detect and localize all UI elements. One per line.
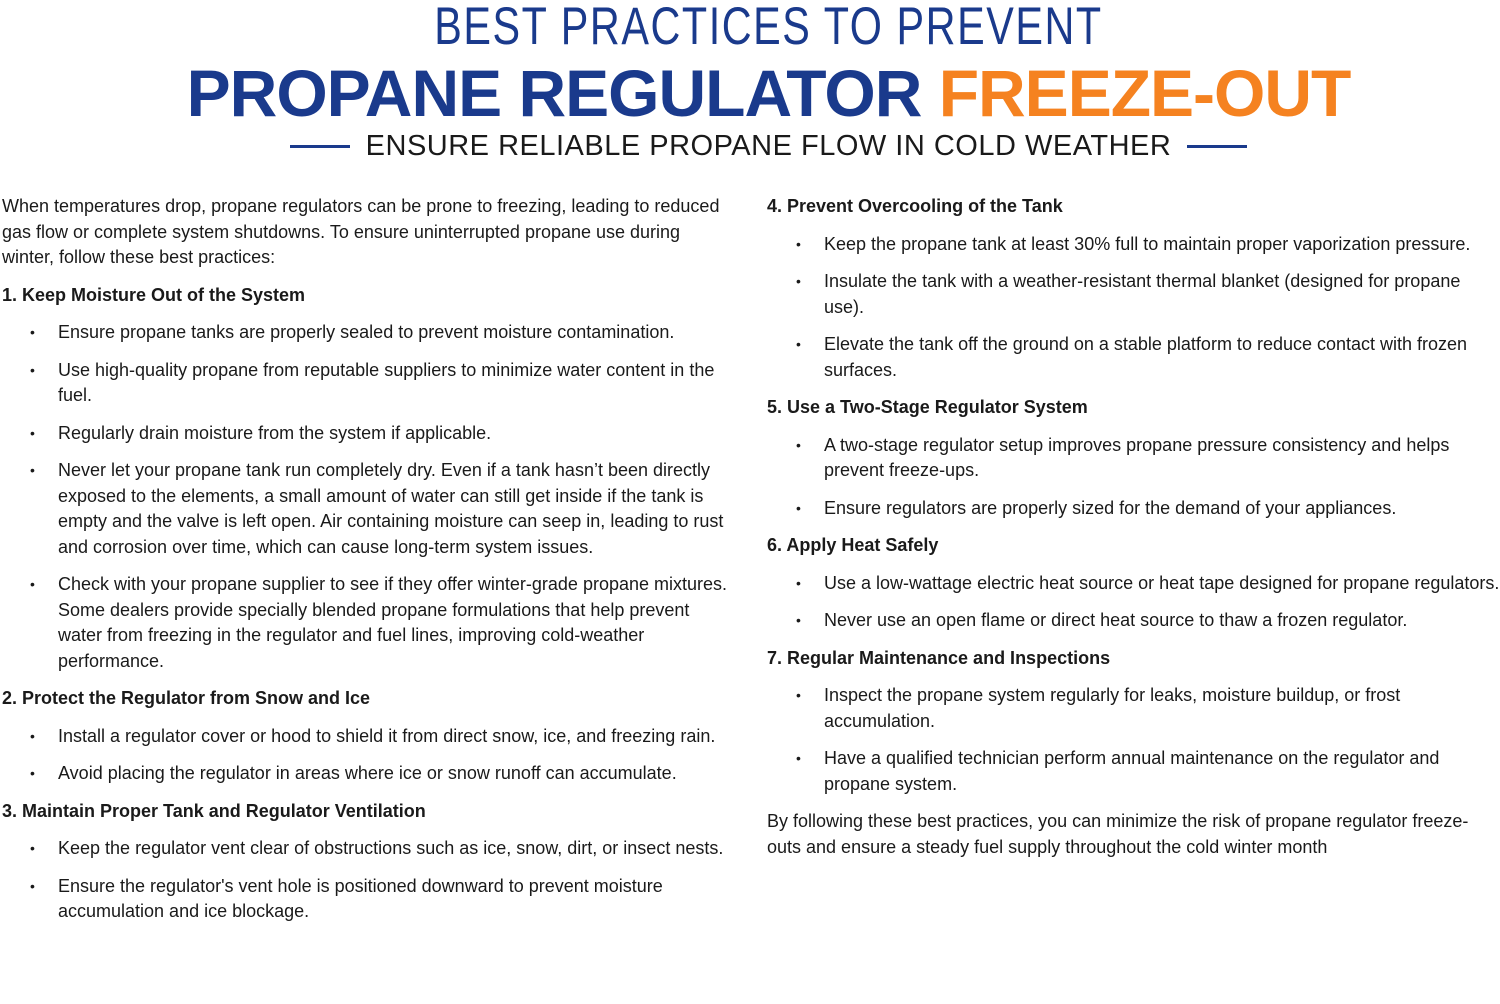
list-item [2,761,737,787]
subtitle-rule-left [290,145,350,148]
list-item [767,746,1500,797]
list-item [2,358,737,409]
list-item-text: Ensure propane tanks are properly sealed to prevent moisture contamination. [58,322,675,342]
conclusion-paragraph: By following these best practices, you can minimize the risk of propane regulator freeze-outs and ensure a steady fuel supply throughout the cold winter month [767,811,1469,857]
bullet-icon: • [796,612,801,628]
left-column [2,194,737,937]
list-item-text: Ensure regulators are properly sized for the demand of your appliances. [824,497,1397,518]
list-item [767,683,1500,734]
list-item [767,571,1500,597]
bullet-list [767,433,1500,522]
section-title: 7. Regular Maintenance and Inspections [767,647,1111,668]
list-item [767,232,1500,258]
section-title: 4. Prevent Overcooling of the Tank [767,196,1063,216]
list-item-text: Ensure the regulator's vent hole is positioned downward to prevent moisture accumulation and ice blockage. [58,875,663,921]
section [2,799,737,925]
section [767,646,1500,798]
list-item [2,421,737,447]
list-item [2,320,737,346]
bullet-icon: • [796,499,801,516]
list-item-text: Avoid placing the regulator in areas where ice or snow runoff can accumulate. [58,763,677,783]
bullet-icon: • [796,235,801,252]
bullet-icon: • [796,336,801,352]
bullet-icon: • [30,462,35,478]
list-item-text: Use high-quality propane from reputable suppliers to minimize water content in the fuel. [58,359,715,405]
list-item-text: Use a low-wattage electric heat source or heat tape designed for propane regulators. [824,572,1500,593]
list-item [2,458,737,560]
section-title: 5. Use a Two-Stage Regulator System [767,397,1088,417]
list-item-text: Never use an open flame or direct heat source to thaw a frozen regulator. [824,610,1408,630]
title-line-2 [0,58,1500,128]
section-title: 1. Keep Moisture Out of the System [2,284,306,305]
bullet-icon: • [30,576,35,592]
bullet-list [2,320,737,674]
list-item [2,572,737,674]
list-item-text: Inspect the propane system regularly for leaks, moisture buildup, or frost accumulation. [824,685,1401,731]
list-item-text: Insulate the tank with a weather-resistant thermal blanket (designed for propane use). [824,271,1461,317]
bullet-icon: • [796,574,801,591]
section [767,533,1500,634]
bullet-icon: • [30,840,35,856]
list-item-text: Keep the regulator vent clear of obstructions such as ice, snow, dirt, or insect nests. [58,838,724,858]
section [767,395,1500,521]
bullet-list [767,683,1500,797]
list-item-text: Install a regulator cover or hood to shield it from direct snow, ice, and freezing rain. [58,725,716,746]
list-item [2,724,737,750]
title-highlight-text: FREEZE-OUT [938,56,1351,130]
list-item [2,836,737,862]
bullet-icon: • [30,727,35,744]
list-item [767,608,1500,634]
list-item [767,332,1500,383]
list-item-text: Elevate the tank off the ground on a stable platform to reduce contact with frozen surfaces. [824,334,1468,380]
section [2,283,737,675]
subtitle: ENSURE RELIABLE PROPANE FLOW IN COLD WEATHER [365,129,1172,162]
bullet-list [2,724,737,787]
bullet-list [2,836,737,925]
right-sections [767,194,1500,797]
bullet-icon: • [30,424,35,441]
bullet-list [767,571,1500,634]
list-item-text: Check with your propane supplier to see if they offer winter-grade propane mixtures. Some dealers provide specially blended propane formulations that help prevent water from freezing in the regulator and fuel lines, improving cold-weather performance. [58,574,728,671]
section [2,686,737,787]
title-line-1: BEST PRACTICES TO PREVENT [434,0,1103,56]
list-item [767,269,1500,320]
bullet-icon: • [30,361,35,378]
intro-paragraph: When temperatures drop, propane regulators can be prone to freezing, leading to reduced gas flow or complete system shutdowns. To ensure uninterrupted propane use during winter, follow these best practices: [2,196,720,267]
list-item [767,496,1500,522]
section-title: 2. Protect the Regulator from Snow and Ice [2,688,371,708]
bullet-list [767,232,1500,384]
subtitle-row [0,127,1500,165]
section-title: 6. Apply Heat Safely [767,535,939,555]
list-item [2,874,737,925]
list-item-text: Regularly drain moisture from the system if applicable. [58,422,492,443]
bullet-icon: • [796,750,801,766]
title-main-text: PROPANE REGULATOR [186,56,939,130]
bullet-icon: • [796,436,801,453]
right-column [767,194,1500,872]
list-item-text: Have a qualified technician perform annual maintenance on the regulator and propane system. [824,748,1440,794]
bullet-icon: • [796,687,801,703]
list-item [767,433,1500,484]
bullet-icon: • [30,765,35,781]
bullet-icon: • [796,273,801,289]
bullet-icon: • [30,877,35,894]
left-sections [2,283,737,925]
list-item-text: Never let your propane tank run completely dry. Even if a tank hasn’t been directly exposed to the elements, a small amount of water can still get inside if the tank is empty and the valve is left open. Air containing moisture can seep in, leading to rust and corrosion over time, which can cause long-term system issues. [58,460,724,557]
section [767,194,1500,383]
list-item-text: Keep the propane tank at least 30% full to maintain proper vaporization pressure. [824,233,1471,254]
list-item-text: A two-stage regulator setup improves propane pressure consistency and helps prevent freeze-ups. [824,434,1450,480]
subtitle-rule-right [1187,145,1247,148]
section-title: 3. Maintain Proper Tank and Regulator Ventilation [2,800,426,821]
bullet-icon: • [30,324,35,340]
